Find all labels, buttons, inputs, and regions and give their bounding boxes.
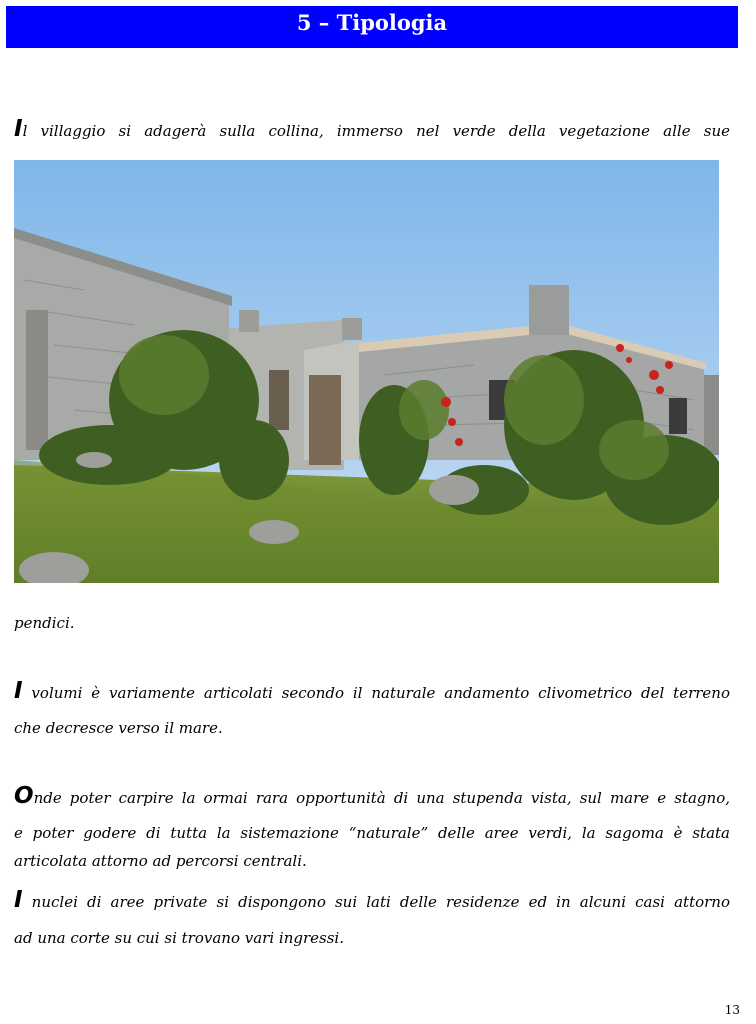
paragraph-nuclei-line2: ad una corte su cui si trovano vari ingressi. — [14, 929, 344, 947]
paragraph-text: nuclei di aree private si dispongono sui lati delle residenze ed in alcuni casi attorno — [22, 893, 730, 911]
village-photo — [14, 160, 719, 583]
page-title-bar — [6, 6, 738, 48]
drop-initial: I — [14, 887, 23, 913]
paragraph-view-line3: articolata attorno ad percorsi centrali. — [14, 852, 307, 870]
paragraph-view-line1 — [14, 783, 730, 809]
paragraph-nuclei-line1 — [14, 887, 730, 913]
paragraph-text: volumi è variamente articolati secondo il naturale andamento clivometrico del terreno — [22, 684, 730, 702]
drop-initial: I — [14, 678, 23, 704]
paragraph-text: nde poter carpire la ormai rara opportunità di una stupenda vista, sul mare e stagno, — [33, 789, 730, 807]
page-title: 5 – Tipologia — [296, 10, 448, 35]
paragraph-text: l villaggio si adagerà sulla collina, immerso nel verde della vegetazione alle sue — [22, 122, 730, 140]
paragraph-intro-end: pendici. — [14, 614, 75, 632]
paragraph-intro — [14, 116, 730, 142]
page-number: 13 — [724, 1003, 740, 1017]
paragraph-volumes-line1 — [14, 678, 730, 704]
paragraph-view-line2: e poter godere di tutta la sistemazione “naturale” delle aree verdi, la sagoma è stata — [14, 824, 730, 842]
drop-initial: I — [14, 116, 23, 142]
paragraph-volumes-line2: che decresce verso il mare. — [14, 719, 223, 737]
drop-initial: O — [14, 783, 34, 809]
